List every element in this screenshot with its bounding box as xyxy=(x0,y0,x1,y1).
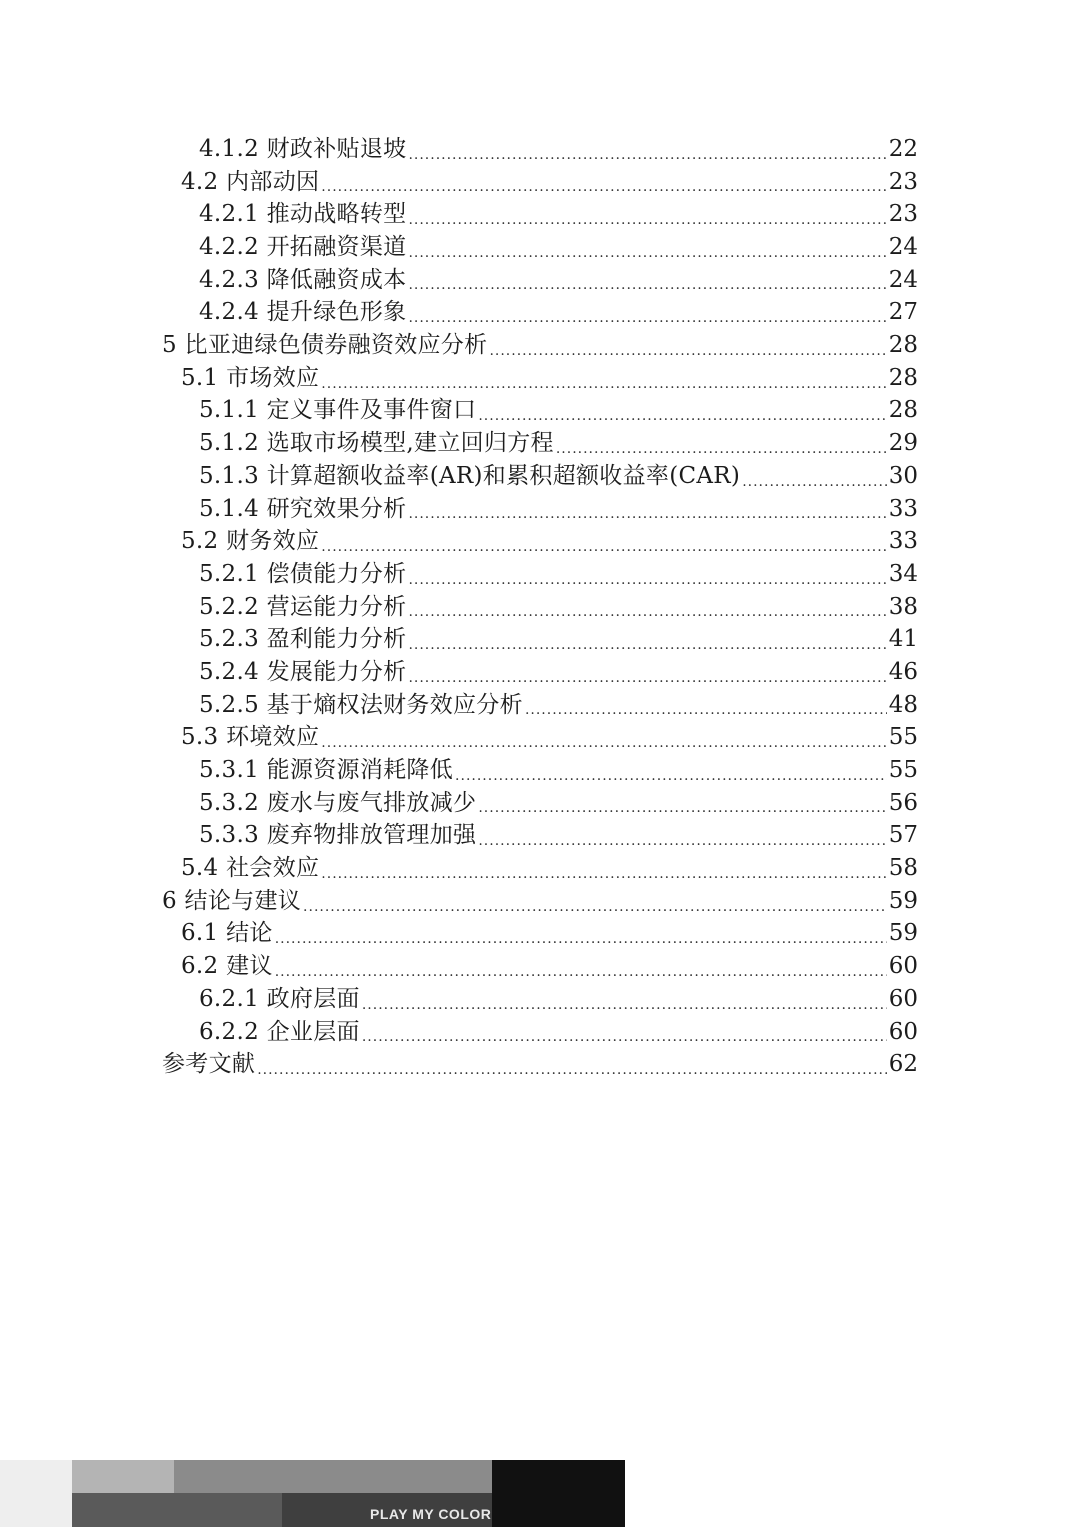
toc-entry[interactable] xyxy=(162,427,918,460)
toc-entry-title: 5.1.1 定义事件及事件窗口 xyxy=(199,397,477,424)
toc-leader-dots xyxy=(742,471,887,493)
toc-leader-dots xyxy=(408,667,886,689)
toc-leader-dots xyxy=(408,503,886,525)
toc-entry-page-number: 46 xyxy=(888,658,918,685)
toc-entry-page-number: 60 xyxy=(888,953,918,980)
toc-entry-title: 5.1.4 研究效果分析 xyxy=(199,495,407,522)
toc-leader-dots xyxy=(489,340,886,362)
toc-entry[interactable] xyxy=(162,166,918,199)
toc-leader-dots xyxy=(275,928,887,950)
toc-entry-title: 参考文献 xyxy=(162,1051,256,1078)
brand-text: PLAY MY COLOR xyxy=(370,1506,492,1522)
toc-entry-title: 5.3 环境效应 xyxy=(181,724,320,751)
toc-leader-dots xyxy=(321,176,886,198)
toc-entry-title: 5.2.5 基于熵权法财务效应分析 xyxy=(199,691,523,718)
toc-entry-page-number: 57 xyxy=(888,822,918,849)
toc-entry[interactable] xyxy=(162,754,918,787)
toc-entry-page-number: 23 xyxy=(888,168,918,195)
toc-entry-title: 5.2.4 发展能力分析 xyxy=(199,658,407,685)
toc-entry[interactable] xyxy=(162,395,918,428)
toc-leader-dots xyxy=(408,144,886,166)
toc-leader-dots xyxy=(321,536,886,558)
toc-entry-title: 5.3.2 废水与废气排放减少 xyxy=(199,789,477,816)
toc-entry-title: 5.2.1 偿债能力分析 xyxy=(199,560,407,587)
toc-leader-dots xyxy=(362,1026,887,1048)
toc-entry-page-number: 60 xyxy=(888,985,918,1012)
toc-leader-dots xyxy=(408,209,886,231)
toc-leader-dots xyxy=(321,863,886,885)
toc-leader-dots xyxy=(303,896,887,918)
toc-entry[interactable] xyxy=(162,1048,918,1081)
toc-entry[interactable] xyxy=(162,591,918,624)
toc-entry-title: 5.2.2 营运能力分析 xyxy=(199,593,407,620)
toc-entry-page-number: 33 xyxy=(888,528,918,555)
toc-entry[interactable] xyxy=(162,918,918,951)
toc-entry[interactable] xyxy=(162,264,918,297)
toc-leader-dots xyxy=(556,438,887,460)
swatch-dim-gray xyxy=(72,1493,282,1527)
toc-entry-page-number: 56 xyxy=(888,789,918,816)
toc-leader-dots xyxy=(455,765,887,787)
toc-leader-dots xyxy=(408,569,886,591)
toc-entry-page-number: 55 xyxy=(888,757,918,784)
toc-leader-dots xyxy=(478,797,886,819)
toc-entry[interactable] xyxy=(162,623,918,656)
toc-entry-page-number: 34 xyxy=(888,560,918,587)
toc-leader-dots xyxy=(321,732,886,754)
toc-entry-title: 4.2.1 推动战略转型 xyxy=(199,201,407,228)
toc-entry-page-number: 38 xyxy=(888,593,918,620)
toc-entry-title: 5 比亚迪绿色债券融资效应分析 xyxy=(162,332,488,359)
toc-entry-page-number: 24 xyxy=(888,234,918,261)
toc-entry-page-number: 28 xyxy=(888,364,918,391)
toc-entry[interactable] xyxy=(162,296,918,329)
toc-entry[interactable] xyxy=(162,493,918,526)
toc-entry-page-number: 33 xyxy=(888,495,918,522)
toc-entry[interactable] xyxy=(162,852,918,885)
toc-entry-page-number: 27 xyxy=(888,299,918,326)
toc-leader-dots xyxy=(408,242,886,264)
toc-entry-title: 5.3.1 能源资源消耗降低 xyxy=(199,757,454,784)
toc-entry[interactable] xyxy=(162,656,918,689)
toc-leader-dots xyxy=(321,373,886,395)
toc-entry-page-number: 30 xyxy=(888,462,918,489)
toc-entry[interactable] xyxy=(162,983,918,1016)
toc-leader-dots xyxy=(408,274,886,296)
toc-entry-page-number: 23 xyxy=(888,201,918,228)
toc-leader-dots xyxy=(408,307,886,329)
toc-entry-title: 4.2.2 开拓融资渠道 xyxy=(199,234,407,261)
toc-entry[interactable] xyxy=(162,362,918,395)
toc-entry-page-number: 59 xyxy=(888,887,918,914)
toc-entry-page-number: 24 xyxy=(888,266,918,293)
swatch-silver xyxy=(72,1460,174,1493)
toc-entry-page-number: 59 xyxy=(888,920,918,947)
toc-entry[interactable] xyxy=(162,231,918,264)
toc-entry-title: 5.3.3 废弃物排放管理加强 xyxy=(199,822,477,849)
color-swatch-bar xyxy=(0,1460,625,1527)
toc-entry-title: 5.1 市场效应 xyxy=(181,364,320,391)
table-of-contents xyxy=(162,133,918,1081)
toc-entry-page-number: 60 xyxy=(888,1018,918,1045)
toc-leader-dots xyxy=(408,634,886,656)
toc-leader-dots xyxy=(478,830,886,852)
toc-entry-page-number: 55 xyxy=(888,724,918,751)
toc-leader-dots xyxy=(478,405,886,427)
toc-entry-title: 6 结论与建议 xyxy=(162,887,302,914)
toc-entry-title: 4.2.3 降低融资成本 xyxy=(199,266,407,293)
toc-entry-title: 6.2.2 企业层面 xyxy=(199,1018,360,1045)
toc-entry[interactable] xyxy=(162,329,918,362)
toc-entry[interactable] xyxy=(162,950,918,983)
toc-entry-title: 5.2.3 盈利能力分析 xyxy=(199,626,407,653)
toc-entry-title: 4.2.4 提升绿色形象 xyxy=(199,299,407,326)
toc-entry-page-number: 22 xyxy=(888,135,918,162)
toc-entry[interactable] xyxy=(162,133,918,166)
toc-entry-title: 5.4 社会效应 xyxy=(181,855,320,882)
toc-leader-dots xyxy=(408,601,886,623)
toc-entry-title: 6.2.1 政府层面 xyxy=(199,985,360,1012)
toc-entry[interactable] xyxy=(162,885,918,918)
toc-entry[interactable] xyxy=(162,1016,918,1049)
toc-entry-title: 6.1 结论 xyxy=(181,920,273,947)
toc-entry-page-number: 28 xyxy=(888,397,918,424)
toc-entry[interactable] xyxy=(162,721,918,754)
toc-entry-title: 4.1.2 财政补贴退坡 xyxy=(199,135,407,162)
swatch-gray xyxy=(174,1460,492,1493)
toc-entry[interactable] xyxy=(162,525,918,558)
toc-entry[interactable] xyxy=(162,198,918,231)
toc-entry-page-number: 28 xyxy=(888,332,918,359)
toc-entry-title: 5.2 财务效应 xyxy=(181,528,320,555)
toc-entry-page-number: 48 xyxy=(888,691,918,718)
toc-entry-title: 4.2 内部动因 xyxy=(181,168,320,195)
toc-entry-title: 5.1.2 选取市场模型,建立回归方程 xyxy=(199,430,554,457)
toc-leader-dots xyxy=(525,699,887,721)
toc-entry-page-number: 58 xyxy=(888,855,918,882)
toc-entry[interactable] xyxy=(162,689,918,722)
toc-leader-dots xyxy=(257,1059,887,1081)
toc-entry[interactable] xyxy=(162,787,918,820)
toc-entry-page-number: 62 xyxy=(888,1051,918,1078)
toc-entry[interactable] xyxy=(162,558,918,591)
toc-leader-dots xyxy=(275,961,887,983)
toc-entry-page-number: 41 xyxy=(888,626,918,653)
swatch-black xyxy=(492,1460,625,1527)
swatch-light xyxy=(0,1460,72,1527)
toc-entry[interactable] xyxy=(162,819,918,852)
toc-entry-page-number: 29 xyxy=(888,430,918,457)
toc-entry[interactable] xyxy=(162,460,918,493)
toc-leader-dots xyxy=(362,994,887,1016)
toc-entry-title: 6.2 建议 xyxy=(181,953,273,980)
toc-entry-title: 5.1.3 计算超额收益率(AR)和累积超额收益率(CAR) xyxy=(199,462,741,489)
